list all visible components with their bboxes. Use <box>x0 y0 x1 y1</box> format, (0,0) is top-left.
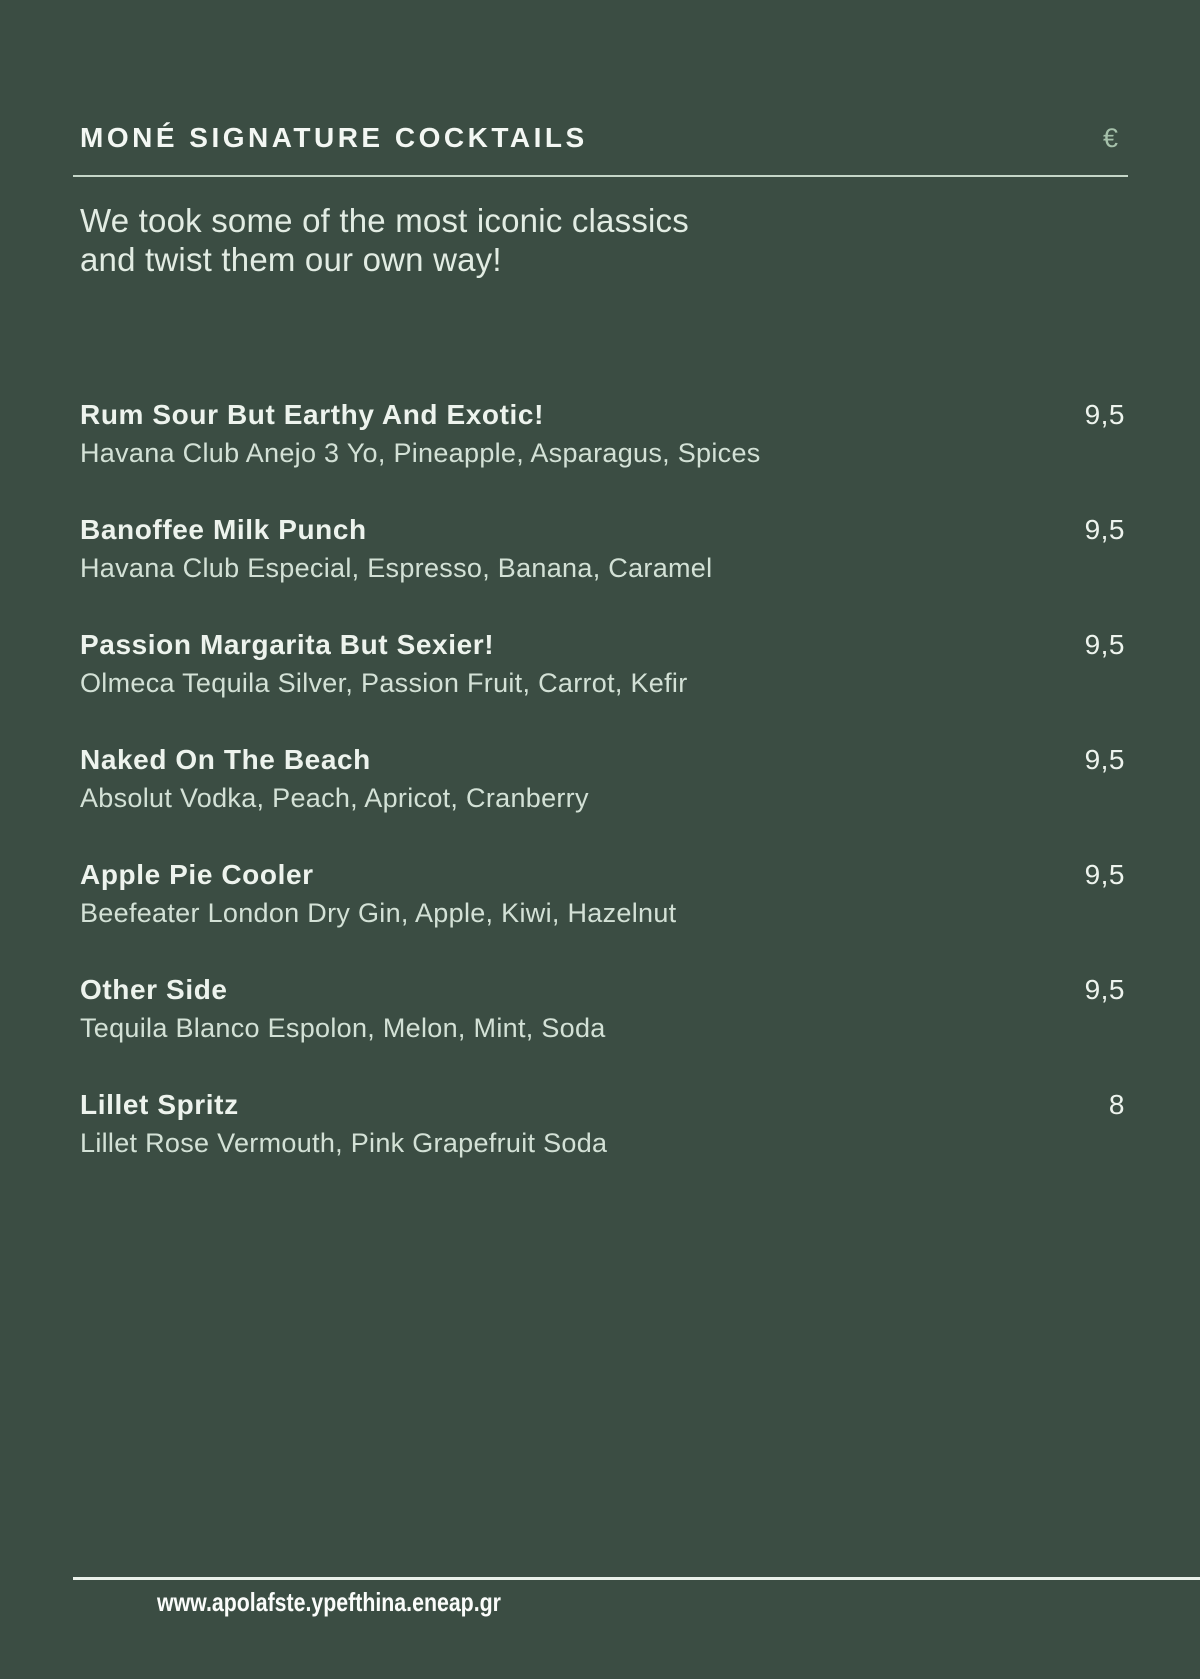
item-name: Apple Pie Cooler <box>80 859 314 890</box>
menu-item <box>80 513 1128 585</box>
item-description: Tequila Blanco Espolon, Melon, Mint, Soda <box>80 1013 606 1043</box>
menu-item <box>80 628 1128 700</box>
item-price: 9,5 <box>1084 859 1125 890</box>
intro-line-2: and twist them our own way! <box>80 241 502 278</box>
item-name: Lillet Spritz <box>80 1089 239 1120</box>
intro-text <box>73 201 1128 279</box>
item-price: 9,5 <box>1084 744 1125 775</box>
menu-item <box>80 973 1128 1045</box>
menu-item <box>80 743 1128 815</box>
item-description: Havana Club Especial, Espresso, Banana, Caramel <box>80 553 713 583</box>
menu-item <box>80 858 1128 930</box>
item-description: Beefeater London Dry Gin, Apple, Kiwi, Hazelnut <box>80 898 677 928</box>
footer-divider <box>73 1577 1200 1618</box>
menu-content <box>73 0 1128 1203</box>
menu-item <box>80 398 1128 470</box>
item-name: Other Side <box>80 974 228 1005</box>
item-description: Havana Club Anejo 3 Yo, Pineapple, Asparagus, Spices <box>80 438 761 468</box>
item-name: Rum Sour But Earthy And Exotic! <box>80 399 545 430</box>
menu-header <box>73 121 1128 177</box>
item-price: 9,5 <box>1084 974 1125 1005</box>
menu-items-list <box>73 398 1128 1160</box>
item-price: 9,5 <box>1084 514 1125 545</box>
item-price: 9,5 <box>1084 399 1125 430</box>
item-name: Naked On The Beach <box>80 744 371 775</box>
euro-currency-symbol: € <box>1102 123 1118 153</box>
item-price: 9,5 <box>1084 629 1125 660</box>
menu-item <box>80 1088 1128 1160</box>
item-name: Passion Margarita But Sexier! <box>80 629 495 660</box>
item-description: Olmeca Tequila Silver, Passion Fruit, Carrot, Kefir <box>80 668 688 698</box>
website-url: www.apolafste.ypefthina.eneap.gr <box>157 1587 501 1617</box>
section-title: MONÉ SIGNATURE COCKTAILS <box>80 122 588 153</box>
item-name: Banoffee Milk Punch <box>80 514 367 545</box>
item-description: Absolut Vodka, Peach, Apricot, Cranberry <box>80 783 589 813</box>
item-price: 8 <box>1108 1089 1125 1120</box>
intro-line-1: We took some of the most iconic classics <box>80 202 689 239</box>
item-description: Lillet Rose Vermouth, Pink Grapefruit Soda <box>80 1128 608 1158</box>
